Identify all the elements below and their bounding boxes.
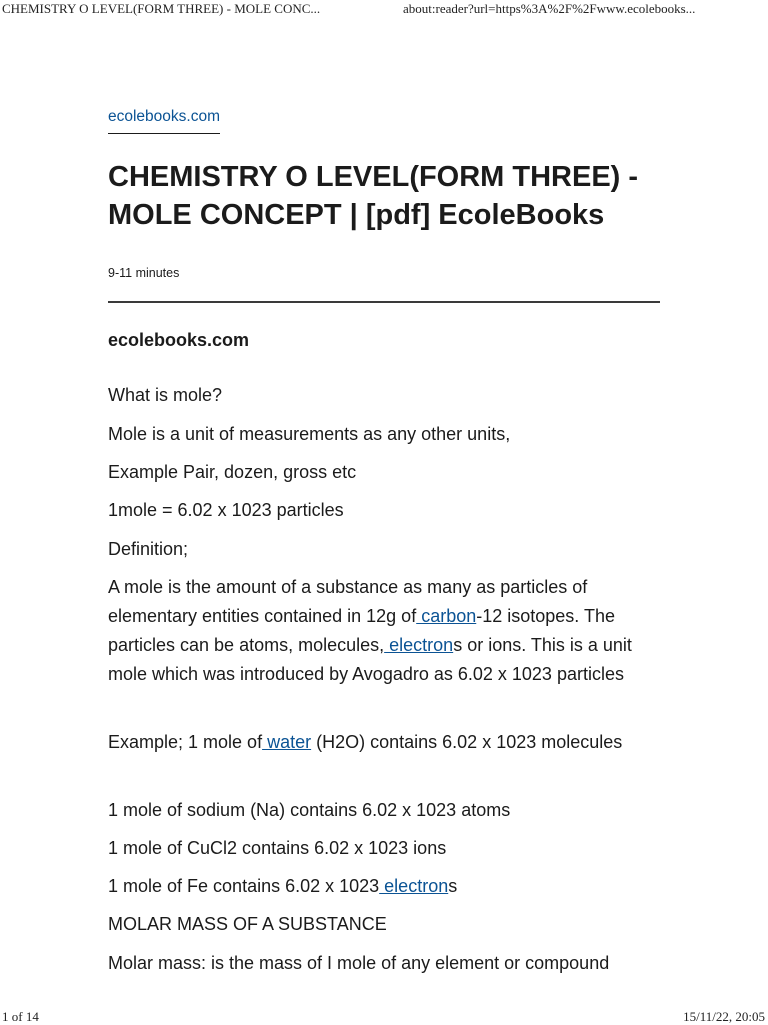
- paragraph-text: s: [448, 876, 458, 896]
- reading-time: 9-11 minutes: [108, 266, 180, 280]
- paragraph-text: 1 mole of Fe contains 6.02 x 1023: [108, 876, 380, 896]
- paragraph: 1mole = 6.02 x 1023 particles: [108, 500, 344, 520]
- page-url: about:reader?url=https%3A%2F%2Fwww.ecolebooks...: [403, 1, 696, 16]
- paragraph: [108, 872, 660, 901]
- paragraph: What is mole?: [108, 385, 223, 405]
- paragraph: 1 mole of sodium (Na) contains 6.02 x 1023 atoms: [108, 800, 511, 820]
- section-heading: MOLAR MASS OF A SUBSTANCE: [108, 914, 387, 934]
- carbon-link[interactable]: carbon: [416, 606, 477, 626]
- header-divider: [108, 301, 660, 303]
- paragraph: 1 mole of CuCl2 contains 6.02 x 1023 ions: [108, 838, 447, 858]
- page-counter: 1 of 14: [2, 1009, 39, 1024]
- paragraph: [108, 728, 660, 757]
- electron-link[interactable]: electron: [379, 876, 449, 896]
- paragraph-text: A mole is the amount of a substance as many as particles of elementary entities contained in 12g of: [108, 577, 588, 626]
- paragraph-text: Example; 1 mole of: [108, 732, 263, 752]
- water-link[interactable]: water: [262, 732, 312, 752]
- electron-link[interactable]: electron: [384, 635, 454, 655]
- print-header: [0, 0, 768, 20]
- paragraph: Definition;: [108, 539, 189, 559]
- paragraph-text: -12 isotopes. The particles can be atoms, molecules,: [108, 606, 616, 655]
- paragraph-text: (H2O) contains 6.02 x 1023 molecules: [311, 732, 623, 752]
- paragraph-text: s or ions. This is a unit mole which was introduced by Avogadro as 6.02 x 1023 particles: [108, 635, 632, 684]
- paragraph: Example Pair, dozen, gross etc: [108, 462, 357, 482]
- paragraph: [108, 573, 660, 689]
- print-datetime: 15/11/22, 20:05: [683, 1009, 765, 1024]
- site-domain-link[interactable]: ecolebooks.com: [108, 108, 220, 134]
- tab-title: CHEMISTRY O LEVEL(FORM THREE) - MOLE CONC...: [2, 1, 321, 16]
- article-title: CHEMISTRY O LEVEL(FORM THREE) - MOLE CONCEPT | [pdf] EcoleBooks: [108, 161, 639, 231]
- article-subhead: ecolebooks.com: [108, 330, 250, 350]
- print-footer: [0, 1007, 768, 1024]
- paragraph: Molar mass: is the mass of I mole of any element or compound: [108, 953, 610, 973]
- paragraph: Mole is a unit of measurements as any other units,: [108, 424, 511, 444]
